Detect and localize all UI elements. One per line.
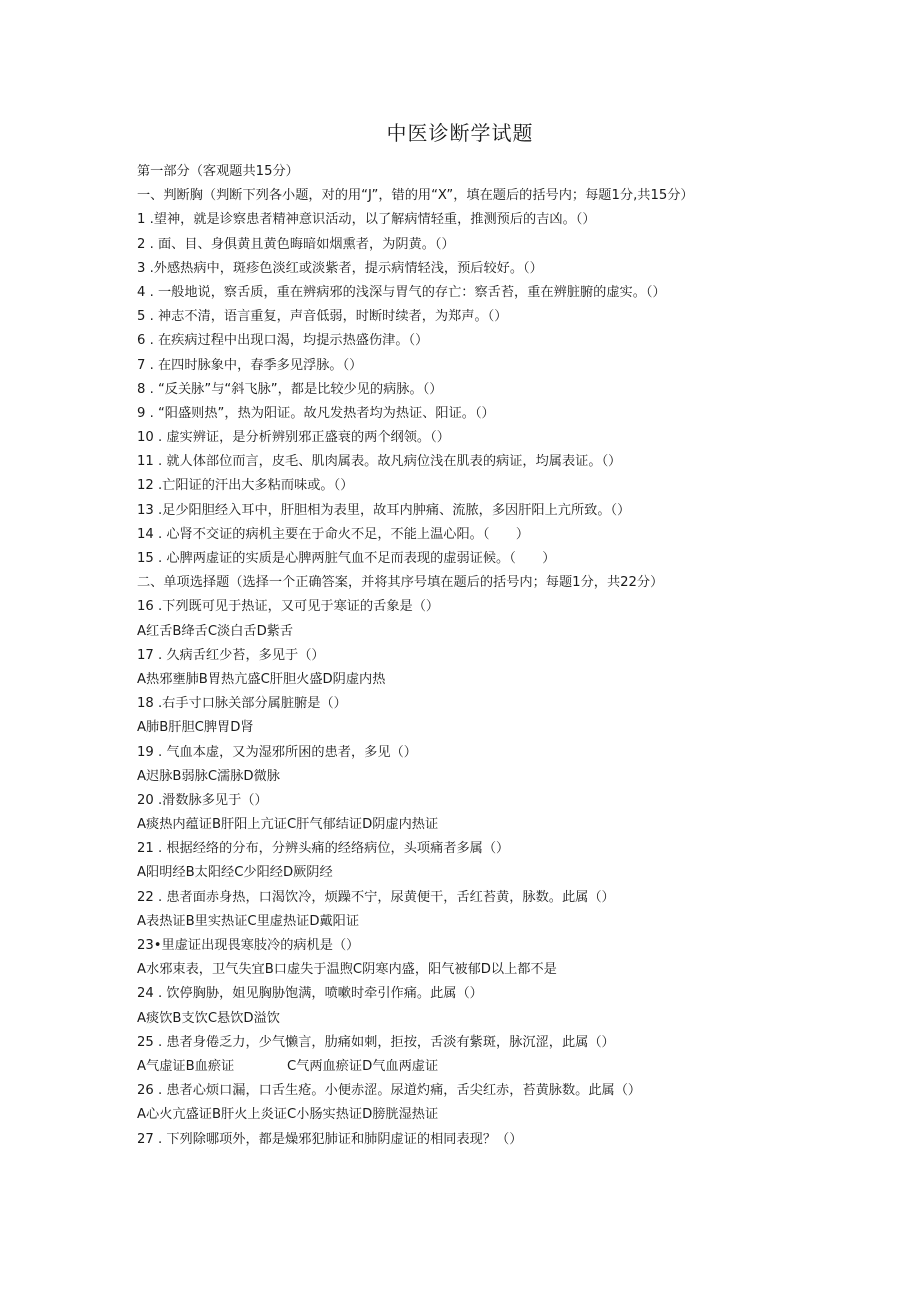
question-item: 27 . 下列除哪项外，都是燥邪犯肺证和肺阴虚证的相同表现？（）: [137, 1131, 523, 1147]
question-item: 7 . 在四时脉象中，春季多见浮脉。（）: [137, 357, 363, 373]
question-item: 1 .望神，就是诊察患者精神意识活动，以了解病情轻重，推测预后的吉凶。（）: [137, 212, 596, 228]
question-item: 22 . 患者面赤身热，口渴饮冷，烦躁不宁，尿黄便干，舌红苔黄，脉数。此属（）: [137, 889, 615, 905]
answer-options: A迟脉B弱脉C濡脉D微脉: [137, 768, 280, 784]
answer-options: A气虚证B血瘀证 C气两血瘀证D气血两虚证: [137, 1058, 439, 1074]
answer-options: A红舌B绛舌C淡白舌D紫舌: [137, 623, 294, 639]
answer-options: A阳明经B太阳经C少阳经D厥阴经: [137, 865, 333, 881]
question-item: 16 .下列既可见于热证，又可见于寒证的舌象是（）: [137, 599, 440, 615]
question-item: 3 .外感热病中，斑疹色淡红或淡紫者，提示病情轻浅，预后较好。（）: [137, 260, 543, 276]
question-item: 18 .右手寸口脉关部分属脏腑是（）: [137, 696, 347, 712]
section-heading-judgement: 一、判断胸（判断下列各小题，对的用“J”，错的用“X”，填在题后的括号内；每题1分,共15分）: [137, 188, 694, 204]
judgement-list: [137, 208, 777, 571]
section-heading-choice: 二、单项选择题（选择一个正确答案，并将其序号填在题后的括号内；每题1分，共22分）: [137, 575, 664, 591]
question-item: 24 . 饮停胸胁，姐见胸胁饱满，喷嗽时牵引作痛。此属（）: [137, 986, 483, 1002]
question-item: 12 .亡阳证的汗出大多粘而味或。（）: [137, 478, 354, 494]
question-item: 17 . 久病舌红少苔，多见于（）: [137, 647, 325, 663]
question-item: 19 . 气血本虚，又为湿邪所困的患者，多见（）: [137, 744, 417, 760]
question-item: 4 . 一般地说，察舌质，重在辨病邪的浅深与胃气的存亡：察舌苔，重在辨脏腑的虚实。（）: [137, 284, 666, 300]
question-item: 9 . “阳盛则热”，热为阳证。故凡发热者均为热证、阳证。（）: [137, 405, 495, 421]
answer-options: A心火亢盛证B肝火上炎证C小肠实热证D膀胱湿热证: [137, 1107, 439, 1123]
answer-options: A痰饮B支饮C悬饮D溢饮: [137, 1010, 280, 1026]
question-item: 6 . 在疾病过程中出现口渴，均提示热盛伤津。（）: [137, 333, 429, 349]
question-item: 8 . “反关脉”与“斜飞脉”，都是比较少见的病脉。（）: [137, 381, 443, 397]
answer-options: A热邪壅肺B胃热亢盛C肝胆火盛D阴虚内热: [137, 671, 386, 687]
question-item: 23•里虚证出现畏寒肢冷的病机是（）: [137, 938, 360, 954]
part-heading: 第一部分（客观题共15分）: [137, 164, 299, 179]
question-item: 20 .滑数脉多见于（）: [137, 792, 268, 808]
question-item: 11 . 就人体部位而言，皮毛、肌肉属表。故凡病位浅在肌表的病证，均属表证。（）: [137, 454, 622, 470]
document-title: 中医诊断学试题: [386, 121, 534, 145]
question-item: 13 .足少阳胆经入耳中，肝胆相为表里，故耳内肿痛、流脓，多因肝阳上亢所致。（）: [137, 502, 631, 518]
question-item: 15 . 心脾两虚证的实质是心脾两脏气血不足而表现的虚弱证候。（ ）: [137, 551, 556, 567]
answer-options: A表热证B里实热证C里虚热证D戴阳证: [137, 913, 360, 929]
answer-options: A痰热内蕴证B肝阳上亢证C肝气郁结证D阴虚内热证: [137, 817, 439, 833]
question-item: 25 . 患者身倦乏力，少气懒言，肋痛如刺，拒按，舌淡有紫斑，脉沉涩，此属（）: [137, 1034, 615, 1050]
question-item: 21 . 根据经络的分布，分辨头痛的经络病位，头项痛者多属（）: [137, 841, 510, 857]
question-item: 26 . 患者心烦口漏，口舌生疮。小便赤涩。尿道灼痛，舌尖红赤，苔黄脉数。此属（）: [137, 1083, 642, 1099]
question-item: 10 . 虚实辨证，是分析辨别邪正盛衰的两个纲领。（）: [137, 430, 450, 446]
document-body: [137, 160, 777, 1152]
choice-list: [137, 595, 777, 1151]
question-item: 2 . 面、目、身俱黄且黄色晦暗如烟熏者，为阴黄。（）: [137, 236, 455, 252]
answer-options: A水邪束表，卫气失宜B口虚失于温煦C阴寒内盛，阳气被郁D以上都不是: [137, 962, 557, 978]
question-item: 14 . 心肾不交证的病机主要在于命火不足，不能上温心阳。（ ）: [137, 526, 530, 542]
question-item: 5 . 神志不清，语言重复，声音低弱，时断时续者，为郑声。（）: [137, 309, 508, 325]
answer-options: A肺B肝胆C脾胃D肾: [137, 720, 254, 736]
